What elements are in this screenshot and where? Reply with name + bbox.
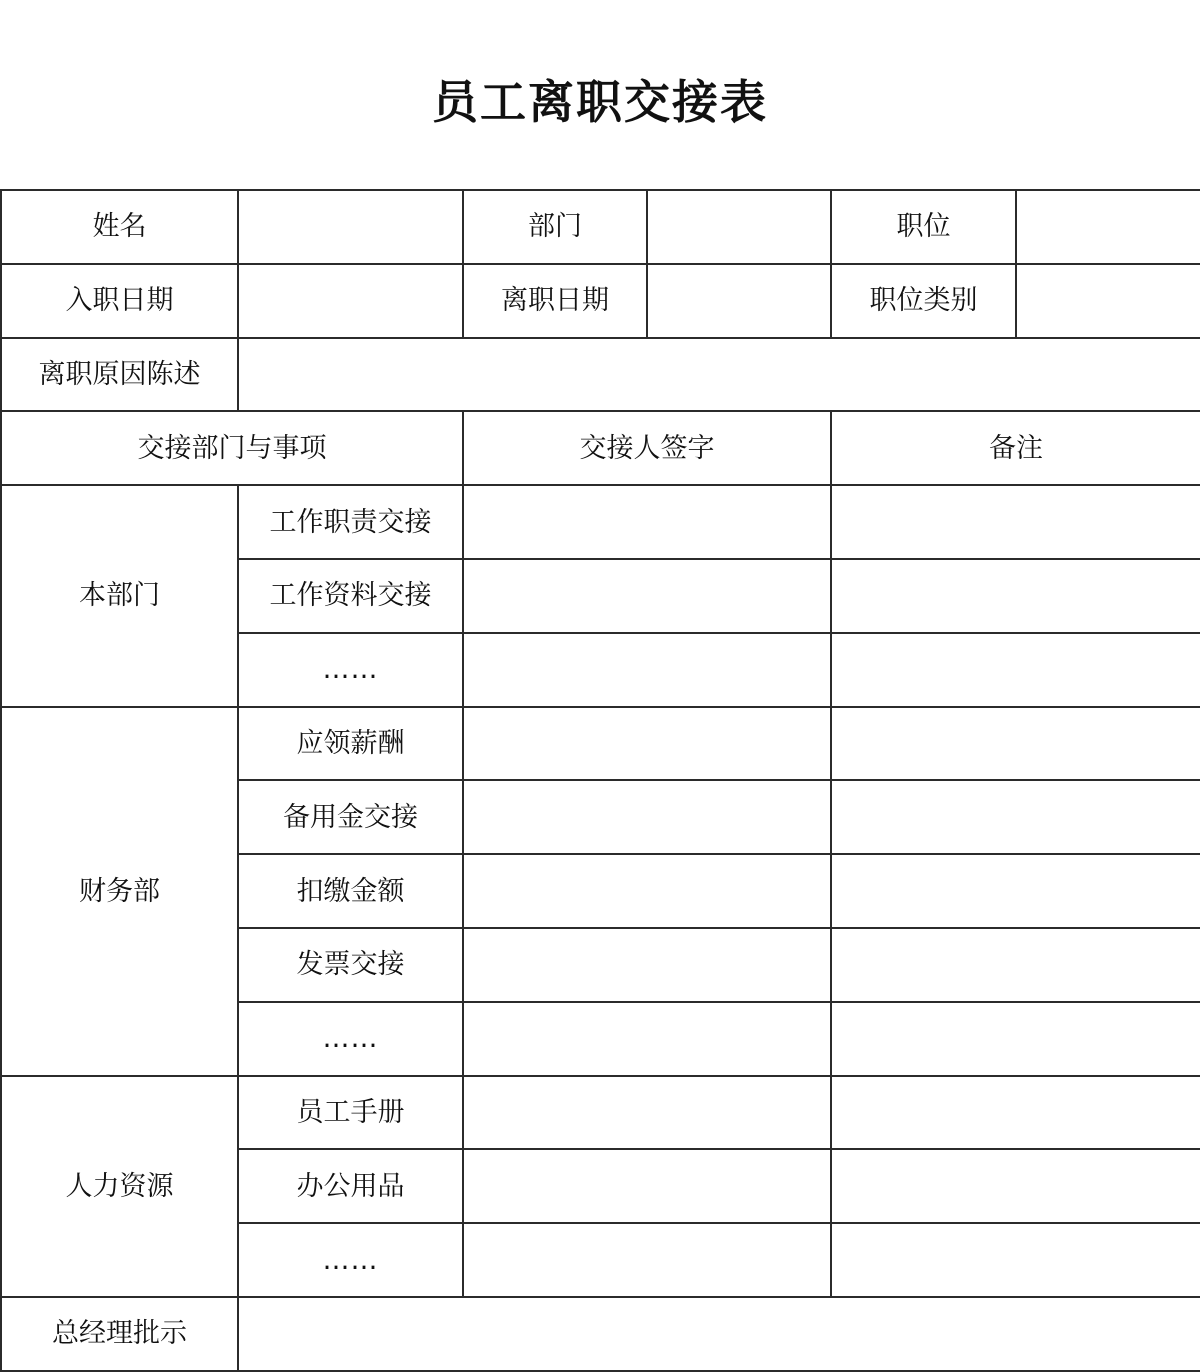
remarks-field[interactable] <box>831 854 1200 928</box>
signature-field[interactable] <box>463 1076 831 1150</box>
gm-approval-field[interactable] <box>238 1297 1200 1371</box>
signature-field[interactable] <box>463 559 831 633</box>
item-label: 工作职责交接 <box>238 485 463 559</box>
position-category-label: 职位类别 <box>831 264 1016 338</box>
hire-date-label: 入职日期 <box>1 264 238 338</box>
item-label: 办公用品 <box>238 1149 463 1223</box>
leave-reason-label: 离职原因陈述 <box>1 338 238 412</box>
table-header-row <box>1 411 1200 485</box>
department-field[interactable] <box>647 190 831 264</box>
remarks-field[interactable] <box>831 1076 1200 1150</box>
position-field[interactable] <box>1016 190 1200 264</box>
signature-field[interactable] <box>463 854 831 928</box>
remarks-field[interactable] <box>831 1149 1200 1223</box>
table-row <box>1 1076 1200 1150</box>
signature-field[interactable] <box>463 1002 831 1076</box>
item-label: 工作资料交接 <box>238 559 463 633</box>
handover-dept-items-header: 交接部门与事项 <box>1 411 463 485</box>
remarks-field[interactable] <box>831 928 1200 1002</box>
handover-signature-header: 交接人签字 <box>463 411 831 485</box>
table-row <box>1 190 1200 264</box>
signature-field[interactable] <box>463 485 831 559</box>
item-label: 备用金交接 <box>238 780 463 854</box>
signature-field[interactable] <box>463 780 831 854</box>
table-row <box>1 1297 1200 1371</box>
remarks-field[interactable] <box>831 780 1200 854</box>
signature-field[interactable] <box>463 928 831 1002</box>
item-label: …… <box>238 1223 463 1297</box>
leave-date-label: 离职日期 <box>463 264 647 338</box>
section-hr: 人力资源 <box>1 1076 238 1297</box>
gm-approval-label: 总经理批示 <box>1 1297 238 1371</box>
leave-date-field[interactable] <box>647 264 831 338</box>
department-label: 部门 <box>463 190 647 264</box>
item-label: 发票交接 <box>238 928 463 1002</box>
item-label: 应领薪酬 <box>238 707 463 781</box>
table-row <box>1 338 1200 412</box>
table-row <box>1 707 1200 781</box>
remarks-field[interactable] <box>831 559 1200 633</box>
table-row <box>1 264 1200 338</box>
remarks-header: 备注 <box>831 411 1200 485</box>
section-finance: 财务部 <box>1 707 238 1076</box>
remarks-field[interactable] <box>831 707 1200 781</box>
handover-form-table <box>0 189 1200 1372</box>
signature-field[interactable] <box>463 1223 831 1297</box>
item-label: …… <box>238 1002 463 1076</box>
position-label: 职位 <box>831 190 1016 264</box>
position-category-field[interactable] <box>1016 264 1200 338</box>
leave-reason-field[interactable] <box>238 338 1200 412</box>
remarks-field[interactable] <box>831 1223 1200 1297</box>
signature-field[interactable] <box>463 1149 831 1223</box>
remarks-field[interactable] <box>831 1002 1200 1076</box>
section-own-department: 本部门 <box>1 485 238 706</box>
item-label: 员工手册 <box>238 1076 463 1150</box>
hire-date-field[interactable] <box>238 264 463 338</box>
title-area <box>0 0 1200 190</box>
signature-field[interactable] <box>463 633 831 707</box>
table-row <box>1 485 1200 559</box>
signature-field[interactable] <box>463 707 831 781</box>
remarks-field[interactable] <box>831 633 1200 707</box>
item-label: …… <box>238 633 463 707</box>
item-label: 扣缴金额 <box>238 854 463 928</box>
remarks-field[interactable] <box>831 485 1200 559</box>
form-title: 员工离职交接表 <box>432 75 768 129</box>
name-label: 姓名 <box>1 190 238 264</box>
name-field[interactable] <box>238 190 463 264</box>
